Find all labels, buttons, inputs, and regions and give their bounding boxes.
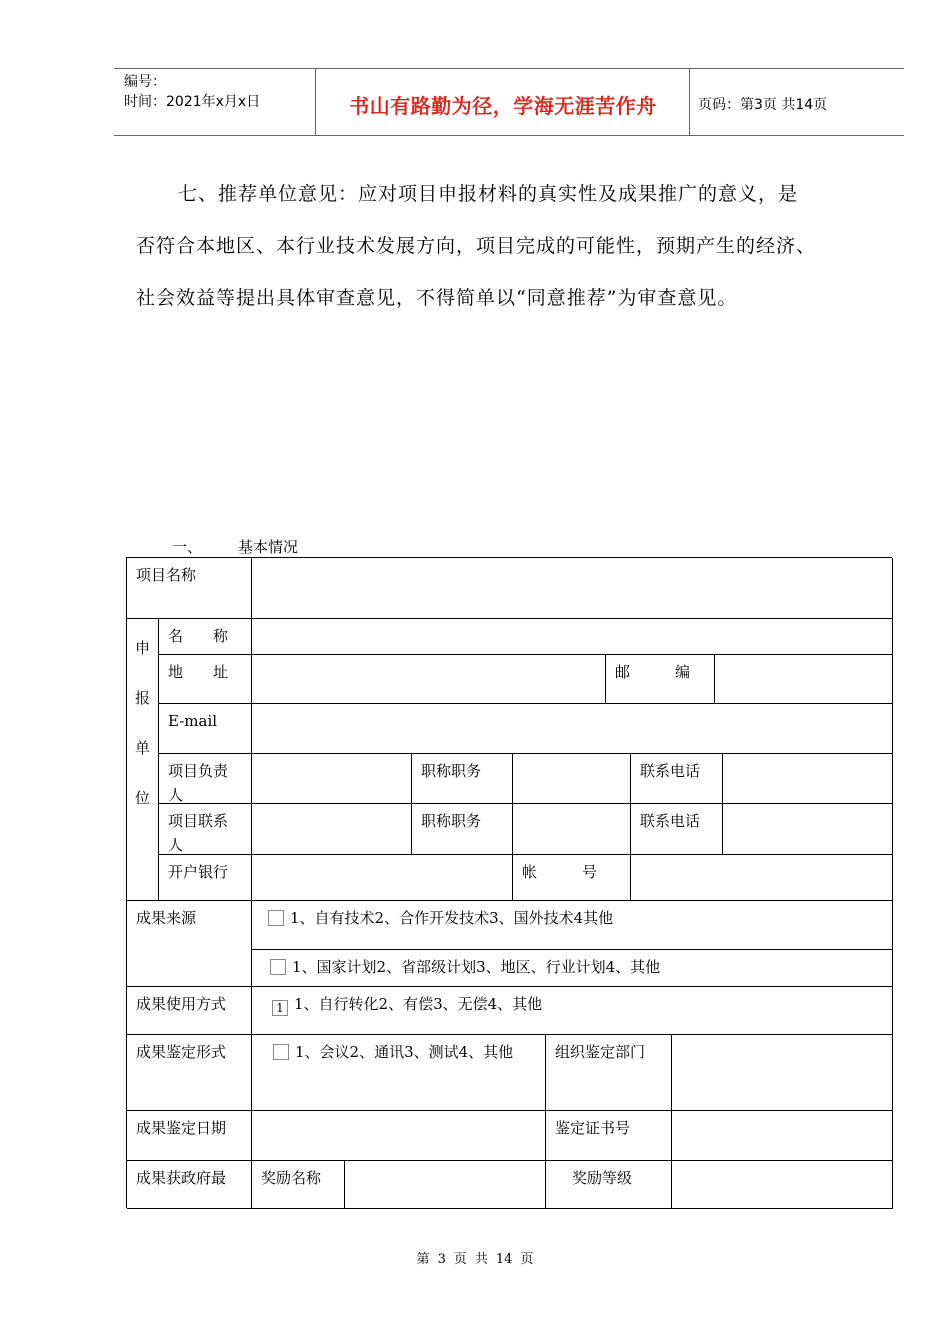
appraisal-form-row [252,1035,546,1111]
paragraph-line: 社会效益等提出具体审查意见，不得简单以“同意推荐”为审查意见。 [136,287,738,309]
contact-title-field[interactable] [513,804,631,855]
applicant-unit-label: 申报单位 [127,619,159,901]
recommendation-paragraph [136,168,906,324]
award-level-label: 奖励等级 [546,1161,672,1209]
appraisal-date-label: 成果鉴定日期 [127,1111,252,1161]
appraisal-options: 1、会议2、通讯3、测试4、其他 [295,1043,514,1061]
award-name-label: 奖励名称 [252,1161,345,1209]
postcode-field[interactable] [715,655,893,704]
header-bottom-rule [114,135,904,136]
page-indicator: 页码：第3页 共14页 [698,97,828,113]
award-level-field[interactable] [672,1161,893,1209]
time-label: 时间：2021年x月x日 [124,94,261,110]
usage-checkbox[interactable]: 1 [272,1000,288,1016]
usage-row [252,987,893,1035]
leader-phone-field[interactable] [723,754,893,804]
footer-page-number: 3 [437,1252,446,1267]
leader-field[interactable] [252,754,412,804]
certificate-no-label: 鉴定证书号 [546,1111,672,1161]
certificate-no-field[interactable] [672,1111,893,1161]
account-field[interactable] [631,855,893,901]
serial-label: 编号： [124,74,166,90]
appraisal-date-field[interactable] [252,1111,546,1161]
contact-label: 项目联系人 [159,804,252,855]
source-options-1: 1、自有技术2、合作开发技术3、国外技术4其他 [290,909,614,927]
email-label: E-mail [159,704,252,754]
unit-name-label: 名 称 [159,619,252,655]
account-label: 帐 号 [513,855,631,901]
leader-label: 项目负责人 [159,754,252,804]
usage-label: 成果使用方式 [127,987,252,1035]
award-name-field[interactable] [345,1161,546,1209]
contact-phone-field[interactable] [723,804,893,855]
appraisal-checkbox[interactable] [273,1044,289,1060]
leader-title-label: 职称职务 [412,754,513,804]
address-field[interactable] [252,655,606,704]
address-label: 地 址 [159,655,252,704]
source-row-2 [252,950,893,987]
unit-name-field[interactable] [252,619,893,655]
award-gov-label: 成果获政府最 [127,1161,252,1209]
project-name-field[interactable] [252,558,893,619]
source-checkbox-1[interactable] [268,910,284,926]
paragraph-line: 否符合本地区、本行业技术发展方向，项目完成的可能性，预期产生的经济、 [136,235,817,257]
header-motto: 书山有路勤为径，学海无涯苦作舟 [349,94,657,118]
header-left [124,72,260,112]
usage-options: 1、自行转化2、有偿3、无偿4、其他 [294,995,543,1013]
page-footer: 第 3 页 共 14 页 [416,1252,534,1267]
contact-field[interactable] [252,804,412,855]
postcode-label: 邮 编 [606,655,715,704]
table-frame [126,557,892,1208]
paragraph-line: 七、推荐单位意见：应对项目申报材料的真实性及成果推广的意义，是 [178,183,799,205]
project-name-label: 项目名称 [127,558,252,619]
contact-title-label: 职称职务 [412,804,513,855]
appraisal-dept-field[interactable] [672,1035,893,1111]
section-title: 基本情况 [238,538,299,556]
appraisal-form-label: 成果鉴定形式 [127,1035,252,1111]
source-row-1 [252,901,893,950]
header-top-rule [114,68,904,69]
contact-phone-label: 联系电话 [631,804,723,855]
leader-title-field[interactable] [513,754,631,804]
leader-phone-label: 联系电话 [631,754,723,804]
source-options-2: 1、国家计划2、省部级计划3、地区、行业计划4、其他 [292,958,661,976]
bank-label: 开户银行 [159,855,252,901]
source-label: 成果来源 [127,901,252,987]
email-field[interactable] [252,704,893,754]
source-checkbox-2[interactable] [270,959,286,975]
bank-field[interactable] [252,855,513,901]
appraisal-dept-label: 组织鉴定部门 [546,1035,672,1111]
footer-total-pages: 14 [495,1252,513,1267]
section-number: 一、 [172,538,203,556]
